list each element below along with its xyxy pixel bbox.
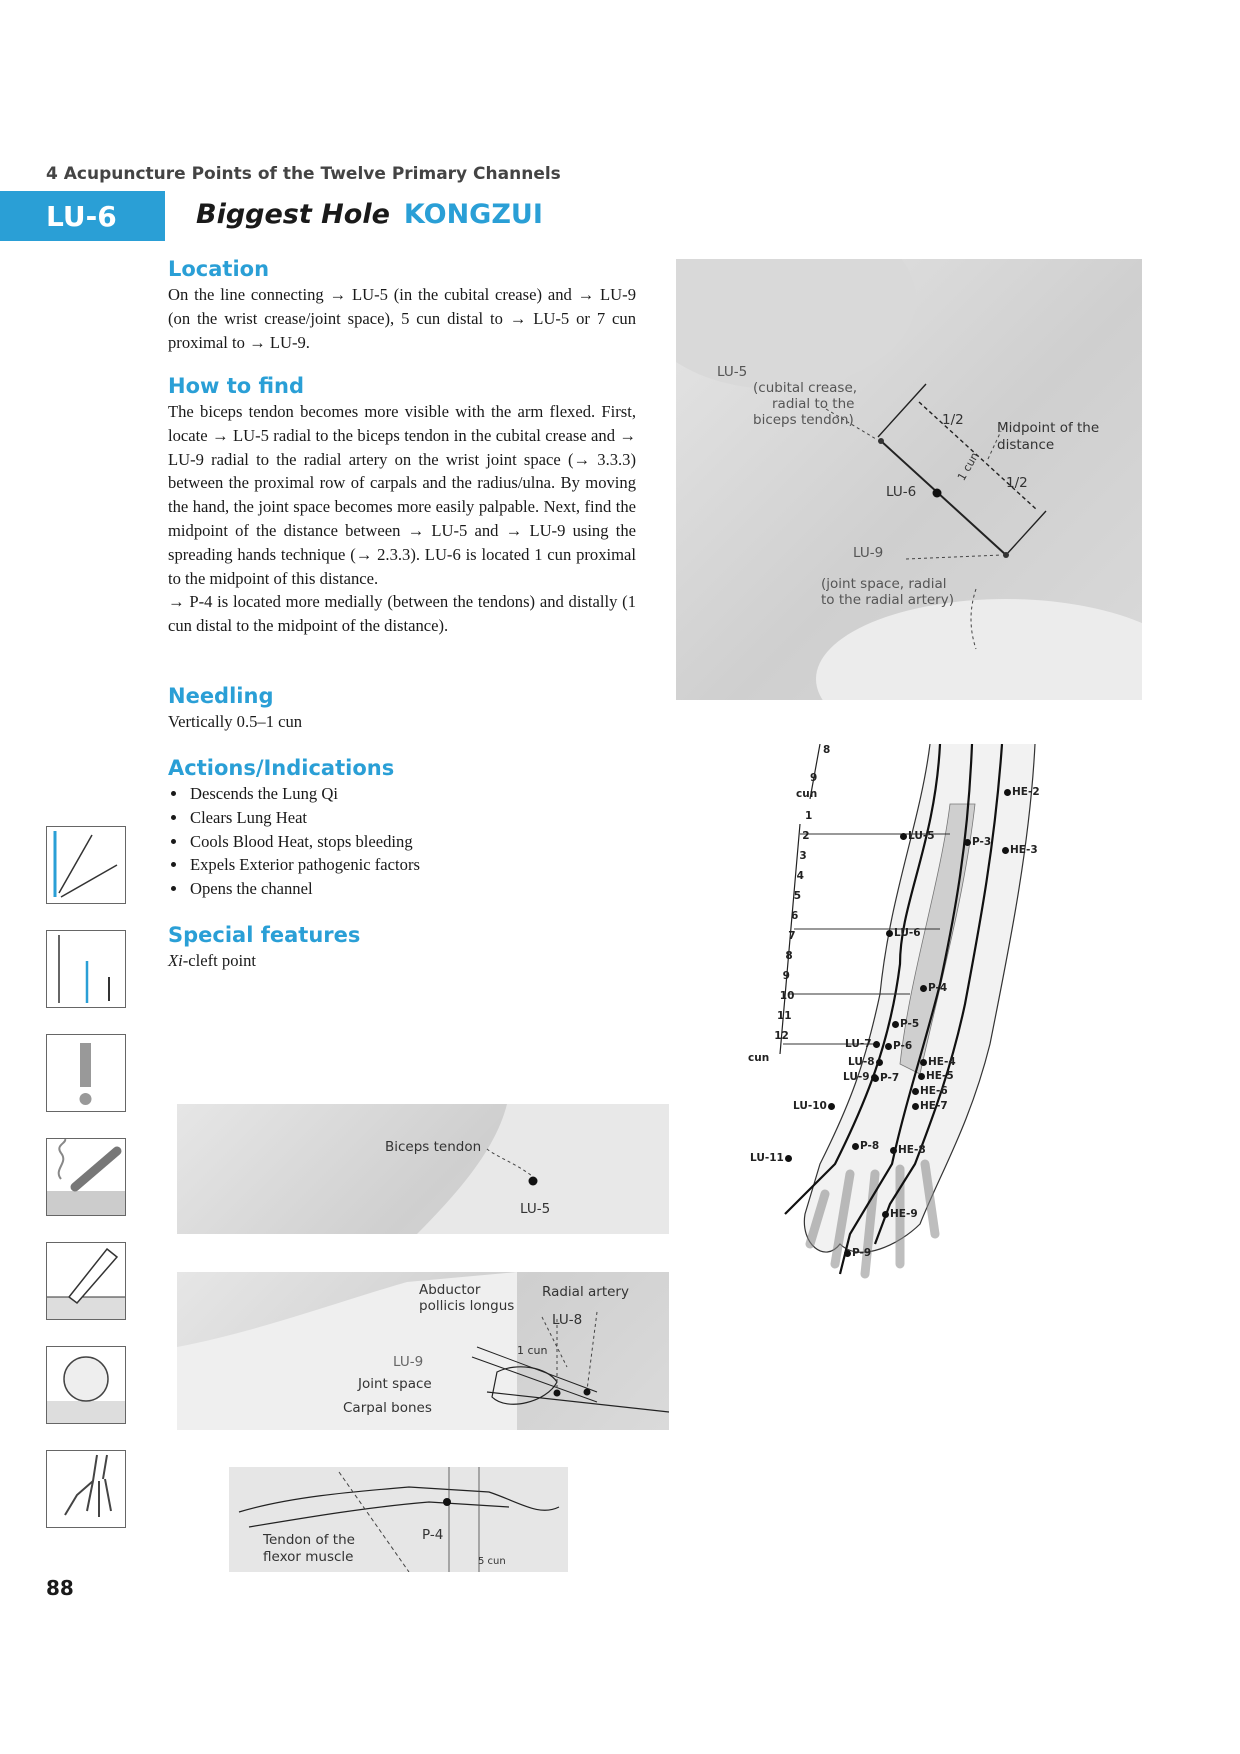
acupoint-marker [1004, 789, 1011, 796]
acupoint-label: LU-6 [894, 927, 921, 939]
acupoint-label: P-9 [852, 1247, 872, 1259]
how-to-find-section [168, 374, 636, 638]
acupoint-marker [912, 1103, 919, 1110]
label-carpal-bones: Carpal bones [343, 1400, 432, 1416]
scale-tick-label: 9 [810, 772, 818, 784]
acupoint-marker [892, 1021, 899, 1028]
moxibustion-icon [46, 1138, 126, 1216]
label-5-cun: 5 cun [478, 1556, 506, 1567]
page-number: 88 [46, 1576, 74, 1600]
cupping-icon [46, 1346, 126, 1424]
special-heading: Special features [168, 923, 361, 947]
special-term: Xi [168, 951, 183, 970]
acupoint-marker [852, 1143, 859, 1150]
acupoint-marker [900, 833, 907, 840]
scale-tick-label: 10 [779, 990, 795, 1002]
p4-diagram [229, 1467, 568, 1572]
label-radial-artery: Radial artery [542, 1284, 629, 1300]
label-lu5: LU-5 [520, 1201, 551, 1217]
label-1-cun: 1 cun [954, 450, 982, 483]
special-suffix: -cleft point [182, 951, 257, 970]
scale-tick-label: 5 [793, 890, 802, 902]
scale-unit-label: cun [748, 1052, 770, 1064]
chapter-title: 4 Acupuncture Points of the Twelve Primary Channels [46, 164, 561, 184]
acupoint-marker [920, 985, 927, 992]
acupoint-marker [885, 1043, 892, 1050]
biceps-photo [177, 1104, 669, 1234]
list-item: • Descends the Lung Qi [188, 782, 636, 806]
acupoint-label: LU-8 [848, 1056, 875, 1068]
needling-text: Vertically 0.5–1 cun [168, 712, 303, 731]
label-lu5-note: radial to the [772, 396, 855, 412]
label-lu9: LU-9 [393, 1354, 424, 1370]
scale-unit-label: cun [796, 788, 818, 800]
label-abductor: pollicis longus [419, 1298, 515, 1314]
biceps-photo-annotations [177, 1104, 669, 1234]
scale-tick-label: 7 [788, 930, 796, 942]
acupoint-marker [882, 1211, 889, 1218]
list-item: • Expels Exterior pathogenic factors [188, 853, 636, 877]
label-lu9: LU-9 [853, 545, 884, 561]
acupoint-label: P-3 [972, 836, 992, 848]
label-midpoint: distance [997, 437, 1055, 453]
main-photo-annotations [676, 259, 1142, 700]
acupoint-marker [918, 1073, 925, 1080]
label-abductor: Abductor [419, 1282, 481, 1298]
label-half: 1/2 [942, 412, 964, 428]
acupoint-label: LU-11 [750, 1152, 784, 1164]
acupoint-marker [920, 1059, 927, 1066]
needles-icon [46, 930, 126, 1008]
scale-tick-label: 1 [805, 810, 813, 822]
acupoint-marker [876, 1059, 883, 1066]
arm-channel-diagram [740, 744, 1070, 1292]
acupoint-marker [785, 1155, 792, 1162]
scale-tick-label: 8 [823, 744, 831, 756]
label-tendon: flexor muscle [263, 1549, 354, 1565]
acupoint-marker [886, 930, 893, 937]
label-half: 1/2 [1006, 475, 1028, 491]
point-title [196, 199, 543, 230]
acupoint-label: HE-4 [928, 1056, 956, 1068]
scale-tick-label: 9 [782, 970, 790, 982]
acupoint-marker [964, 839, 971, 846]
scale-tick-label: 12 [774, 1030, 789, 1042]
acupoint-label: HE-3 [1010, 844, 1038, 856]
acupoint-marker [872, 1075, 879, 1082]
acupoint-label: HE-9 [890, 1208, 918, 1220]
how-to-find-text: The biceps tendon becomes more visible with the arm flexed. First, locate → LU-5 radial to the biceps tendon in the cubital crease and → LU-9 radial to the radial artery on the wrist joint space (→ 3.3.3) between the proximal row of carpals and the radius/ulna. By moving the hand, the joint space becomes more easily palpable. Next, find the midpoint of the distance between → LU-5 and → LU-9 using the spreading hands technique (→ 2.3.3). LU-6 is located 1 cun proximal to the midpoint of this distance. [168, 402, 636, 588]
list-item: • Opens the channel [188, 877, 636, 901]
caution-icon [46, 1034, 126, 1112]
acupoint-label: P-4 [928, 982, 948, 994]
label-lu5-note: (cubital crease, [753, 380, 858, 396]
acupoint-label: LU-5 [908, 830, 935, 842]
acupoint-label: LU-9 [843, 1071, 870, 1083]
how-to-find-text-2: → P-4 is located more medially (between the tendons) and distally (1 cun distal to the midpoint of the distance). [168, 592, 636, 636]
acupoint-label: P-8 [860, 1140, 880, 1152]
label-joint-space: Joint space [358, 1376, 432, 1392]
actions-list [168, 782, 636, 901]
label-lu6: LU-6 [886, 484, 917, 500]
label-lu8: LU-8 [552, 1312, 583, 1328]
list-item: • Cools Blood Heat, stops bleeding [188, 830, 636, 854]
label-p4: P-4 [422, 1527, 444, 1543]
acupoint-label: HE-2 [1012, 786, 1040, 798]
location-text: On the line connecting → LU-5 (in the cubital crease) and → LU-9 (on the wrist crease/joint space), 5 cun distal to → LU-5 or 7 cun proximal to → LU-9. [168, 285, 636, 352]
label-lu5-note: biceps tendon) [753, 412, 854, 428]
acupoint-marker [844, 1250, 851, 1257]
actions-section [168, 756, 636, 901]
label-lu9-note: to the radial artery) [821, 592, 954, 608]
acupoint-label: LU-10 [793, 1100, 827, 1112]
acupoint-marker [1002, 847, 1009, 854]
label-lu5: LU-5 [717, 364, 748, 380]
acupoint-label: HE-6 [920, 1085, 948, 1097]
scale-tick-label: 8 [785, 950, 793, 962]
wrist-photo [177, 1272, 669, 1430]
main-photo [676, 259, 1142, 700]
label-midpoint: Midpoint of the [997, 420, 1100, 436]
how-to-find-heading: How to find [168, 374, 305, 398]
cutting-icon [46, 1242, 126, 1320]
hand-skeleton-icon [46, 1450, 126, 1528]
acupoint-label: HE-7 [920, 1100, 948, 1112]
list-item: • Clears Lung Heat [188, 806, 636, 830]
needle-icon [46, 826, 126, 904]
scale-tick-label: 3 [799, 850, 807, 862]
acupoint-label: P-5 [900, 1018, 920, 1030]
label-tendon: Tendon of the [263, 1532, 355, 1548]
scale-tick-label: 11 [777, 1010, 792, 1022]
scale-tick-label: 2 [802, 830, 810, 842]
needling-section [168, 684, 636, 734]
point-name-chinese: KONGZUI [403, 199, 543, 230]
needling-heading: Needling [168, 684, 274, 708]
acupoint-marker [890, 1147, 897, 1154]
point-code: LU-6 [46, 199, 117, 233]
label-1-cun: 1 cun [517, 1344, 548, 1357]
point-code-badge [0, 191, 165, 241]
acupoint-label: HE-8 [898, 1144, 926, 1156]
label-biceps-tendon: Biceps tendon [385, 1139, 482, 1155]
location-section [168, 257, 636, 354]
acupoint-label: P-7 [880, 1072, 900, 1084]
acupoint-label: LU-7 [845, 1038, 872, 1050]
scale-tick-label: 6 [791, 910, 799, 922]
special-text [168, 949, 636, 973]
acupoint-label: HE-5 [926, 1070, 954, 1082]
scale-tick-label: 4 [796, 870, 804, 882]
label-lu9-note: (joint space, radial [821, 576, 947, 592]
actions-heading: Actions/Indications [168, 756, 395, 780]
acupoint-marker [912, 1088, 919, 1095]
acupoint-marker [873, 1041, 880, 1048]
point-name-english: Biggest Hole [196, 199, 390, 230]
location-heading: Location [168, 257, 270, 281]
special-section [168, 923, 636, 973]
acupoint-marker [828, 1103, 835, 1110]
acupoint-label: P-6 [893, 1040, 913, 1052]
